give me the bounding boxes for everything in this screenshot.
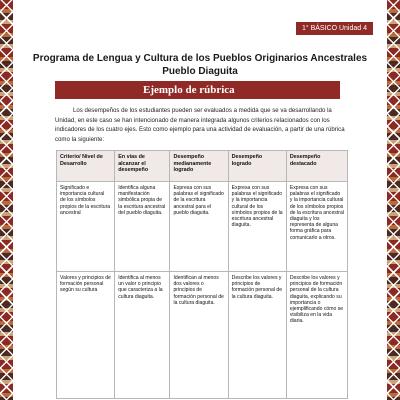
header-destacado: Desempeño destacado [286,151,347,182]
header-medianamente: Desempeño medianamente logrado [170,151,228,182]
table-cell: Identifica alguna manifestación simbólica propia de la escritura ancestral del pueblo diaguita. [115,182,170,272]
program-title: Programa de Lengua y Cultura de los Pueblos Originarios Ancestrales [32,53,368,64]
header-criterio: Criterio/ Nivel de Desarrollo [57,151,115,182]
table-cell: Expresa con sus palabras el significado y la importancia cultural de los símbolos propios de la escritura ancestral diaguita. [228,182,286,272]
table-cell: Identifican al menos dos valores o principios de formación personal de la cultura diaguita. [170,272,228,399]
program-header [30,52,370,78]
table-row [57,272,348,399]
header-logrado: Desempeño logrado [228,151,286,182]
table-row [57,182,348,272]
table-cell: Expresa con sus palabras el significado de la escritura ancestral para el pueblo diaguita. [170,182,228,272]
intro-paragraph: Los desempeños de los estudiantes pueden ser evaluados a medida que se va desarrollando la Unidad, en este caso se han intencionado de manera integrada algunos criterios relacionados con los indicadores de los cuatro ejes. Esto como ejemplo para una actividad de evaluación, a partir de una rúbrica como la siguiente: [55,107,345,143]
decorative-border-left [0,0,13,400]
rubric-table [56,150,348,399]
section-title: Ejemplo de rúbrica [55,81,340,99]
header-en-vias: En vías de alcanzar el desempeño [115,151,170,182]
table-cell: Valores y principios de formación personal según su cultura [57,272,115,399]
decorative-border-right [387,0,400,400]
table-cell: Expresa con sus palabras el significado y la importancia cultural de los símbolos propios de la escritura ancestral diaguita y los representa de alguna forma gráfica para comunicarlo a otros. [286,182,347,272]
table-cell: Identifica al menos un valor o principio que caracteriza a la cultura diaguita. [115,272,170,399]
table-cell: Describe los valores y principios de formación personal de la cultura diaguita, explicando su importancia o ejemplificando cómo se visibiliza en la vida diaria. [286,272,347,399]
table-cell: Describe los valores y principios de formación personal de la cultura diaguita. [228,272,286,399]
people-title: Pueblo Diaguita [162,66,238,77]
table-header-row [57,151,348,182]
unit-badge: 1° BÁSICO Unidad 4 [296,22,373,35]
table-cell: Significado e importancia cultural de los símbolos propios de la escritura ancestral [57,182,115,272]
